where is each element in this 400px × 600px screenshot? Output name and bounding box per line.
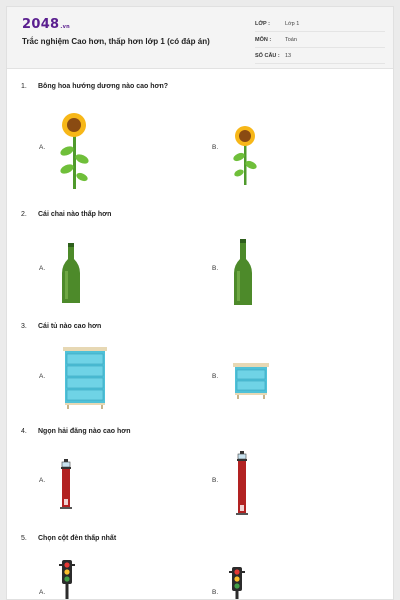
meta-row-count	[255, 49, 385, 64]
sunflower-tall-icon[interactable]	[57, 111, 91, 191]
meta-table	[255, 17, 385, 65]
site-logo[interactable]	[22, 17, 70, 32]
option-a-label[interactable]: A.	[39, 373, 46, 380]
question-text: Ngọn hải đăng nào cao hơn	[38, 428, 131, 435]
traffic-light-short-icon[interactable]	[229, 567, 245, 600]
option-b-label[interactable]: B.	[212, 144, 219, 151]
question-text: Cái chai nào thấp hơn	[38, 211, 112, 218]
worksheet-header	[7, 7, 394, 69]
question-number: 1.	[21, 83, 27, 90]
bottle-short-icon[interactable]	[61, 243, 81, 305]
meta-key: SỐ CÂU :	[255, 53, 280, 59]
meta-row-class	[255, 17, 385, 32]
meta-row-subject	[255, 33, 385, 48]
meta-key: LỚP :	[255, 21, 270, 27]
meta-key: MÔN :	[255, 37, 272, 43]
dresser-short-icon[interactable]	[233, 363, 269, 399]
meta-value: 13	[285, 53, 292, 59]
question-text: Bông hoa hướng dương nào cao hơn?	[38, 83, 169, 90]
option-b-label[interactable]: B.	[212, 589, 219, 596]
question-title	[21, 323, 101, 330]
question-number: 5.	[21, 535, 27, 542]
question-number: 4.	[21, 428, 27, 435]
dresser-tall-icon[interactable]	[63, 347, 107, 409]
question-number: 3.	[21, 323, 27, 330]
question-title	[21, 83, 168, 90]
option-a-label[interactable]: A.	[39, 477, 46, 484]
question-title	[21, 428, 130, 435]
page-title: Trắc nghiệm Cao hơn, thấp hơn lớp 1 (có đáp án)	[22, 37, 210, 46]
question-title	[21, 211, 111, 218]
question-text: Cái tủ nào cao hơn	[38, 323, 102, 330]
option-b-label[interactable]: B.	[212, 373, 219, 380]
question-title	[21, 535, 116, 542]
traffic-light-tall-icon[interactable]	[59, 560, 75, 600]
lighthouse-short-icon[interactable]	[59, 459, 73, 509]
worksheet-page	[6, 6, 394, 600]
option-a-label[interactable]: A.	[39, 144, 46, 151]
option-a-label[interactable]: A.	[39, 265, 46, 272]
lighthouse-tall-icon[interactable]	[235, 451, 249, 515]
option-b-label[interactable]: B.	[212, 265, 219, 272]
logo-text: 2048	[22, 17, 60, 32]
question-number: 2.	[21, 211, 27, 218]
option-a-label[interactable]: A.	[39, 589, 46, 596]
bottle-tall-icon[interactable]	[233, 239, 253, 307]
option-b-label[interactable]: B.	[212, 477, 219, 484]
meta-value: Lớp 1	[285, 21, 300, 27]
logo-suffix: .vn	[60, 24, 71, 30]
question-text: Chọn cột đèn thấp nhất	[38, 535, 117, 542]
meta-value: Toán	[285, 37, 297, 43]
sunflower-short-icon[interactable]	[231, 125, 259, 187]
